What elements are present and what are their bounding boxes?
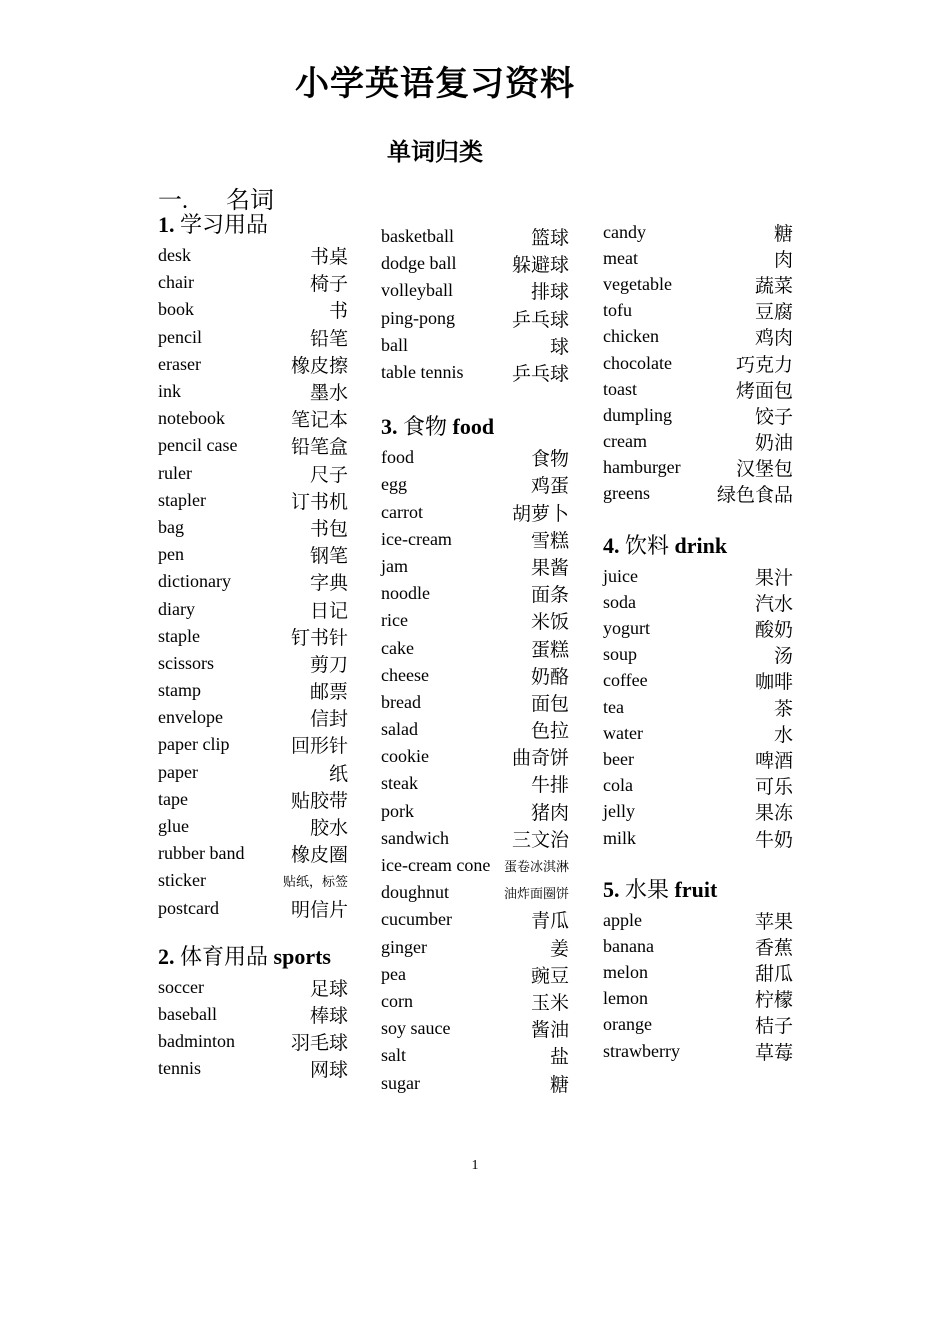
english-word: basketball xyxy=(381,226,454,247)
english-word: cucumber xyxy=(381,909,452,930)
chinese-meaning: 足球 xyxy=(309,978,348,1000)
section-number: 5. xyxy=(603,877,620,903)
english-word: tape xyxy=(158,788,188,809)
vocab-row xyxy=(603,907,793,933)
chinese-meaning: 橡皮圈 xyxy=(290,845,348,867)
vocab-row xyxy=(158,432,348,459)
english-word: chicken xyxy=(603,326,659,347)
chinese-meaning: 色拉 xyxy=(530,721,569,743)
english-word: pencil case xyxy=(158,435,238,456)
vocab-row xyxy=(158,759,348,786)
english-word: toast xyxy=(603,378,637,399)
english-word: pork xyxy=(381,800,414,821)
chinese-meaning: 果冻 xyxy=(754,803,793,825)
chinese-meaning: 回形针 xyxy=(290,736,348,758)
chinese-meaning: 笔记本 xyxy=(290,410,348,432)
chinese-meaning: 绿色食品 xyxy=(716,485,793,507)
vocab-row xyxy=(381,553,569,580)
english-word: ice-cream cone xyxy=(381,855,491,876)
english-word: bag xyxy=(158,516,184,537)
english-word: soup xyxy=(603,644,638,665)
english-word: ruler xyxy=(158,462,192,483)
chinese-meaning: 甜瓜 xyxy=(754,964,793,986)
chinese-meaning: 墨水 xyxy=(309,383,348,405)
english-word: glue xyxy=(158,816,189,837)
chinese-meaning: 钢笔 xyxy=(309,546,348,568)
spacer xyxy=(381,386,569,410)
vocab-row xyxy=(381,223,569,250)
chinese-meaning: 铅笔 xyxy=(309,328,348,350)
chinese-meaning: 球 xyxy=(549,336,569,358)
vocab-row xyxy=(158,1055,348,1082)
chinese-meaning: 日记 xyxy=(309,600,348,622)
chinese-meaning: 水 xyxy=(773,724,793,746)
section-title-en: sports xyxy=(273,943,331,969)
vocab-row xyxy=(381,359,569,386)
section-number: 1. xyxy=(158,212,175,237)
vocab-row xyxy=(381,770,569,797)
spacer xyxy=(603,507,793,529)
english-word: tofu xyxy=(603,300,632,321)
chinese-meaning: 面包 xyxy=(530,693,569,715)
english-word: apple xyxy=(603,909,642,930)
chinese-meaning: 啤酒 xyxy=(754,750,793,772)
vocab-row xyxy=(603,481,793,507)
chinese-meaning: 橡皮擦 xyxy=(290,355,348,377)
spacer xyxy=(603,851,793,873)
part-number: 一. xyxy=(158,188,188,214)
english-word: soda xyxy=(603,591,636,612)
vocab-row xyxy=(603,219,793,245)
section-title-zh: 学习用品 xyxy=(180,212,269,237)
vocab-row xyxy=(603,455,793,481)
chinese-meaning: 网球 xyxy=(309,1060,348,1082)
english-word: coffee xyxy=(603,670,648,691)
english-word: ink xyxy=(158,381,182,402)
english-word: salt xyxy=(381,1045,406,1066)
english-word: cream xyxy=(603,431,647,452)
chinese-meaning: 书桌 xyxy=(309,247,348,269)
chinese-meaning: 乒乓球 xyxy=(511,309,569,331)
page-subtitle: 单词归类 xyxy=(387,138,483,166)
part-label: 名词 xyxy=(226,188,274,214)
vocab-row xyxy=(381,499,569,526)
chinese-meaning: 邮票 xyxy=(309,682,348,704)
column-2 xyxy=(381,223,569,1097)
english-word: diary xyxy=(158,598,195,619)
english-word: eraser xyxy=(158,353,201,374)
column-3 xyxy=(603,219,793,1064)
chinese-meaning: 姜 xyxy=(549,938,569,960)
english-word: postcard xyxy=(158,897,219,918)
vocab-row xyxy=(381,277,569,304)
vocab-row xyxy=(158,867,348,894)
english-word: baseball xyxy=(158,1003,217,1024)
chinese-meaning: 蛋卷冰淇淋 xyxy=(503,859,569,875)
chinese-meaning: 鸡肉 xyxy=(754,328,793,350)
chinese-meaning: 米饭 xyxy=(530,612,569,634)
english-word: cake xyxy=(381,637,414,658)
chinese-meaning: 柠檬 xyxy=(754,990,793,1012)
vocab-row xyxy=(158,568,348,595)
vocab-row xyxy=(158,405,348,432)
vocab-row xyxy=(381,662,569,689)
vocab-row xyxy=(158,974,348,1001)
vocab-row xyxy=(158,595,348,622)
vocab-row xyxy=(603,668,793,694)
english-word: soy sauce xyxy=(381,1018,451,1039)
english-word: hamburger xyxy=(603,457,681,478)
english-word: cookie xyxy=(381,746,429,767)
vocab-row xyxy=(381,250,569,277)
english-word: cheese xyxy=(381,664,429,685)
english-word: melon xyxy=(603,962,648,983)
vocab-row xyxy=(158,460,348,487)
vocab-row xyxy=(603,799,793,825)
vocab-row xyxy=(603,615,793,641)
chinese-meaning: 香蕉 xyxy=(754,937,793,959)
section-heading xyxy=(603,873,793,907)
chinese-meaning: 羽毛球 xyxy=(290,1033,348,1055)
chinese-meaning: 盐 xyxy=(549,1047,569,1069)
section-number: 2. xyxy=(158,943,175,969)
vocab-row xyxy=(603,1012,793,1038)
chinese-meaning: 咖啡 xyxy=(754,672,793,694)
chinese-meaning: 信封 xyxy=(309,709,348,731)
vocab-row xyxy=(158,487,348,514)
chinese-meaning: 乒乓球 xyxy=(511,364,569,386)
chinese-meaning: 贴纸，标签 xyxy=(282,874,348,890)
section-title-zh: 水果 xyxy=(625,877,670,903)
english-word: noodle xyxy=(381,583,430,604)
chinese-meaning: 铅笔盒 xyxy=(290,437,348,459)
english-word: tea xyxy=(603,696,624,717)
vocab-row xyxy=(603,720,793,746)
chinese-meaning: 果汁 xyxy=(754,567,793,589)
vocab-row xyxy=(381,526,569,553)
vocab-row xyxy=(603,933,793,959)
vocab-row xyxy=(603,350,793,376)
english-word: book xyxy=(158,299,194,320)
vocab-row xyxy=(603,402,793,428)
english-word: bread xyxy=(381,691,421,712)
chinese-meaning: 书包 xyxy=(309,518,348,540)
chinese-meaning: 贴胶带 xyxy=(290,790,348,812)
english-word: salad xyxy=(381,719,418,740)
english-word: paper xyxy=(158,761,198,782)
vocab-row xyxy=(381,879,569,906)
chinese-meaning: 书 xyxy=(328,301,348,323)
english-word: rice xyxy=(381,610,408,631)
vocab-row xyxy=(381,743,569,770)
english-word: water xyxy=(603,722,643,743)
english-word: dictionary xyxy=(158,571,231,592)
vocab-row xyxy=(603,589,793,615)
english-word: steak xyxy=(381,773,418,794)
chinese-meaning: 可乐 xyxy=(754,777,793,799)
english-word: jam xyxy=(381,555,408,576)
english-word: yogurt xyxy=(603,618,650,639)
english-word: volleyball xyxy=(381,280,453,301)
chinese-meaning: 豌豆 xyxy=(530,965,569,987)
column-1 xyxy=(158,208,348,1082)
vocab-row xyxy=(603,1038,793,1064)
vocab-row xyxy=(158,731,348,758)
english-word: badminton xyxy=(158,1031,235,1052)
section-heading xyxy=(158,940,348,974)
chinese-meaning: 胶水 xyxy=(309,818,348,840)
vocab-row xyxy=(158,813,348,840)
vocab-row xyxy=(381,332,569,359)
english-word: envelope xyxy=(158,707,223,728)
english-word: doughnut xyxy=(381,882,450,903)
vocab-row xyxy=(381,934,569,961)
chinese-meaning: 酱油 xyxy=(530,1020,569,1042)
spacer xyxy=(158,922,348,940)
english-word: carrot xyxy=(381,501,423,522)
section-title-en: drink xyxy=(674,533,728,559)
page-title: 小学英语复习资料 xyxy=(295,64,575,104)
vocab-row xyxy=(158,677,348,704)
vocab-row xyxy=(158,786,348,813)
english-word: food xyxy=(381,447,414,468)
english-word: scissors xyxy=(158,652,215,673)
vocab-row xyxy=(158,296,348,323)
chinese-meaning: 牛奶 xyxy=(754,829,793,851)
english-word: chocolate xyxy=(603,352,672,373)
vocab-row xyxy=(603,986,793,1012)
section-title-en: fruit xyxy=(674,877,718,903)
section-title-zh: 体育用品 xyxy=(180,943,269,969)
vocab-row xyxy=(381,1069,569,1096)
chinese-meaning: 纸 xyxy=(328,763,348,785)
chinese-meaning: 蔬菜 xyxy=(754,275,793,297)
english-word: staple xyxy=(158,625,200,646)
vocab-row xyxy=(381,825,569,852)
english-word: notebook xyxy=(158,408,225,429)
english-word: desk xyxy=(158,245,191,266)
chinese-meaning: 尺子 xyxy=(309,464,348,486)
vocab-row xyxy=(158,242,348,269)
vocab-row xyxy=(158,840,348,867)
chinese-meaning: 剪刀 xyxy=(309,654,348,676)
vocab-row xyxy=(603,429,793,455)
english-word: ball xyxy=(381,334,408,355)
chinese-meaning: 猪肉 xyxy=(530,802,569,824)
chinese-meaning: 肉 xyxy=(773,249,793,271)
chinese-meaning: 三文治 xyxy=(511,829,569,851)
section-title-en: food xyxy=(452,414,495,440)
chinese-meaning: 鸡蛋 xyxy=(530,476,569,498)
vocab-row xyxy=(158,1028,348,1055)
english-word: candy xyxy=(603,221,646,242)
chinese-meaning: 雪糕 xyxy=(530,530,569,552)
chinese-meaning: 胡萝卜 xyxy=(511,503,569,525)
chinese-meaning: 食物 xyxy=(530,449,569,471)
vocab-row xyxy=(381,1042,569,1069)
section-heading xyxy=(603,529,793,563)
vocab-row xyxy=(158,514,348,541)
english-word: orange xyxy=(603,1014,652,1035)
vocab-row xyxy=(603,376,793,402)
page-number: 1 xyxy=(471,1158,479,1173)
vocab-row xyxy=(381,689,569,716)
chinese-meaning: 明信片 xyxy=(290,899,348,921)
english-word: juice xyxy=(603,565,638,586)
vocab-row xyxy=(603,563,793,589)
vocab-row xyxy=(603,773,793,799)
chinese-meaning: 奶油 xyxy=(754,433,793,455)
english-word: corn xyxy=(381,990,413,1011)
chinese-meaning: 茶 xyxy=(773,698,793,720)
section-number: 4. xyxy=(603,533,620,559)
chinese-meaning: 奶酪 xyxy=(530,666,569,688)
chinese-meaning: 桔子 xyxy=(754,1016,793,1038)
vocab-row xyxy=(158,895,348,922)
chinese-meaning: 汤 xyxy=(773,646,793,668)
english-word: pea xyxy=(381,963,406,984)
english-word: strawberry xyxy=(603,1040,680,1061)
chinese-meaning: 果酱 xyxy=(530,557,569,579)
english-word: greens xyxy=(603,483,650,504)
chinese-meaning: 棒球 xyxy=(309,1005,348,1027)
vocab-row xyxy=(158,541,348,568)
vocab-row xyxy=(158,351,348,378)
section-title-zh: 饮料 xyxy=(625,533,670,559)
section-number: 3. xyxy=(381,414,398,440)
english-word: ice-cream xyxy=(381,528,452,549)
chinese-meaning: 曲奇饼 xyxy=(511,748,569,770)
vocab-row xyxy=(381,852,569,879)
vocab-row xyxy=(158,650,348,677)
english-word: table tennis xyxy=(381,362,464,383)
english-word: vegetable xyxy=(603,273,672,294)
chinese-meaning: 糖 xyxy=(773,223,793,245)
english-word: dodge ball xyxy=(381,253,457,274)
english-word: stapler xyxy=(158,489,206,510)
vocab-row xyxy=(603,694,793,720)
english-word: beer xyxy=(603,748,634,769)
vocab-row xyxy=(158,1001,348,1028)
chinese-meaning: 糖 xyxy=(549,1074,569,1096)
english-word: dumpling xyxy=(603,404,673,425)
vocab-row xyxy=(381,305,569,332)
chinese-meaning: 饺子 xyxy=(754,406,793,428)
vocab-row xyxy=(603,245,793,271)
vocab-row xyxy=(158,704,348,731)
chinese-meaning: 苹果 xyxy=(754,911,793,933)
english-word: cola xyxy=(603,775,633,796)
section-heading xyxy=(158,208,348,242)
english-word: milk xyxy=(603,827,637,848)
vocab-row xyxy=(381,798,569,825)
english-word: banana xyxy=(603,935,654,956)
chinese-meaning: 蛋糕 xyxy=(530,639,569,661)
english-word: ginger xyxy=(381,936,427,957)
vocab-row xyxy=(158,269,348,296)
vocab-row xyxy=(381,444,569,471)
english-word: rubber band xyxy=(158,843,245,864)
chinese-meaning: 躲避球 xyxy=(511,255,569,277)
english-word: meat xyxy=(603,247,638,268)
vocab-row xyxy=(158,378,348,405)
vocab-row xyxy=(603,271,793,297)
chinese-meaning: 青瓜 xyxy=(530,911,569,933)
section-title-zh: 食物 xyxy=(403,414,448,440)
english-word: chair xyxy=(158,272,194,293)
english-word: tennis xyxy=(158,1058,201,1079)
english-word: sugar xyxy=(381,1072,420,1093)
vocab-row xyxy=(603,825,793,851)
vocab-row xyxy=(381,1015,569,1042)
chinese-meaning: 订书机 xyxy=(290,491,348,513)
english-word: pen xyxy=(158,544,184,565)
vocab-row xyxy=(158,324,348,351)
chinese-meaning: 玉米 xyxy=(530,992,569,1014)
vocab-row xyxy=(381,634,569,661)
chinese-meaning: 豆腐 xyxy=(754,302,793,324)
english-word: ping-pong xyxy=(381,307,455,328)
english-word: lemon xyxy=(603,988,648,1009)
chinese-meaning: 酸奶 xyxy=(754,620,793,642)
vocab-row xyxy=(603,324,793,350)
vocab-row xyxy=(381,988,569,1015)
chinese-meaning: 篮球 xyxy=(530,228,569,250)
vocab-row xyxy=(381,607,569,634)
vocab-row xyxy=(158,623,348,650)
vocab-row xyxy=(603,298,793,324)
english-word: pencil xyxy=(158,326,202,347)
chinese-meaning: 烤面包 xyxy=(735,380,793,402)
vocab-row xyxy=(381,961,569,988)
english-word: stamp xyxy=(158,680,201,701)
english-word: sandwich xyxy=(381,827,449,848)
chinese-meaning: 油炸面圈饼 xyxy=(503,886,569,902)
chinese-meaning: 巧克力 xyxy=(735,354,793,376)
vocab-row xyxy=(381,906,569,933)
chinese-meaning: 汉堡包 xyxy=(735,459,793,481)
english-word: paper clip xyxy=(158,734,230,755)
chinese-meaning: 草莓 xyxy=(754,1042,793,1064)
vocab-row xyxy=(603,746,793,772)
english-word: egg xyxy=(381,474,407,495)
chinese-meaning: 牛排 xyxy=(530,775,569,797)
vocab-row xyxy=(381,716,569,743)
chinese-meaning: 钉书针 xyxy=(290,627,348,649)
section-heading xyxy=(381,410,569,444)
vocab-row xyxy=(603,642,793,668)
vocab-row xyxy=(603,960,793,986)
english-word: sticker xyxy=(158,870,206,891)
english-word: jelly xyxy=(603,801,635,822)
english-word: soccer xyxy=(158,976,204,997)
chinese-meaning: 排球 xyxy=(530,282,569,304)
chinese-meaning: 面条 xyxy=(530,585,569,607)
chinese-meaning: 字典 xyxy=(309,573,348,595)
vocab-row xyxy=(381,580,569,607)
vocab-row xyxy=(381,471,569,498)
chinese-meaning: 椅子 xyxy=(309,274,348,296)
chinese-meaning: 汽水 xyxy=(754,593,793,615)
